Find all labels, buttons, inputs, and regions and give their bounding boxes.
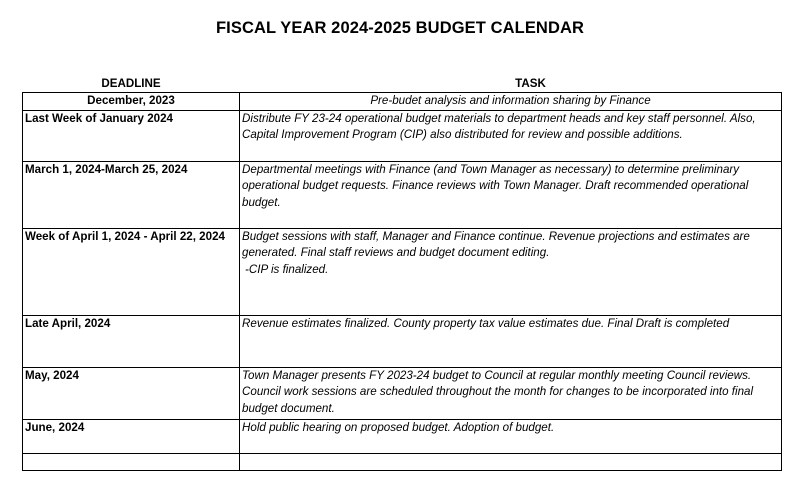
task-column-header: TASK: [240, 75, 782, 93]
table-row: [23, 161, 782, 228]
deadline-column-header: DEADLINE: [23, 75, 240, 93]
deadline-cell: March 1, 2024-March 25, 2024: [23, 161, 240, 228]
table-row: [23, 419, 782, 453]
task-cell: Distribute FY 23-24 operational budget materials to department heads and key staff personnel. Also, Capital Improvement Program (CIP) also distributed for review and possible additions.: [240, 110, 782, 161]
task-cell: Town Manager presents FY 2023-24 budget to Council at regular monthly meeting Council reviews. Council work sessions are scheduled throughout the month for changes to be incorporated into final budget document.: [240, 367, 782, 419]
deadline-cell: May, 2024: [23, 367, 240, 419]
table-row: [23, 110, 782, 161]
task-cell: Hold public hearing on proposed budget. Adoption of budget.: [240, 419, 782, 453]
deadline-cell: Late April, 2024: [23, 315, 240, 367]
table-header-row: [23, 75, 782, 93]
deadline-cell: Last Week of January 2024: [23, 110, 240, 161]
task-cell: [240, 453, 782, 470]
table-row: [23, 453, 782, 470]
budget-calendar-table: [22, 75, 782, 471]
table-row: [23, 315, 782, 367]
task-cell: Revenue estimates finalized. County property tax value estimates due. Final Draft is completed: [240, 315, 782, 367]
task-note: -CIP is finalized.: [245, 262, 329, 276]
deadline-cell: December, 2023: [23, 93, 240, 111]
task-cell: Departmental meetings with Finance (and Town Manager as necessary) to determine preliminary operational budget requests. Finance reviews with Town Manager. Draft recommended operational budget.: [240, 161, 782, 228]
table-row: [23, 93, 782, 111]
task-text: Budget sessions with staff, Manager and Finance continue. Revenue projections and estimates are generated. Final staff reviews and budget document editing.: [242, 229, 750, 259]
page-title: FISCAL YEAR 2024-2025 BUDGET CALENDAR: [215, 19, 584, 37]
task-cell: [240, 228, 782, 315]
deadline-cell: [23, 453, 240, 470]
deadline-cell: Week of April 1, 2024 - April 22, 2024: [23, 228, 240, 315]
deadline-cell: June, 2024: [23, 419, 240, 453]
table-row: [23, 367, 782, 419]
task-cell: Pre-budet analysis and information sharing by Finance: [240, 93, 782, 111]
table-row: [23, 228, 782, 315]
